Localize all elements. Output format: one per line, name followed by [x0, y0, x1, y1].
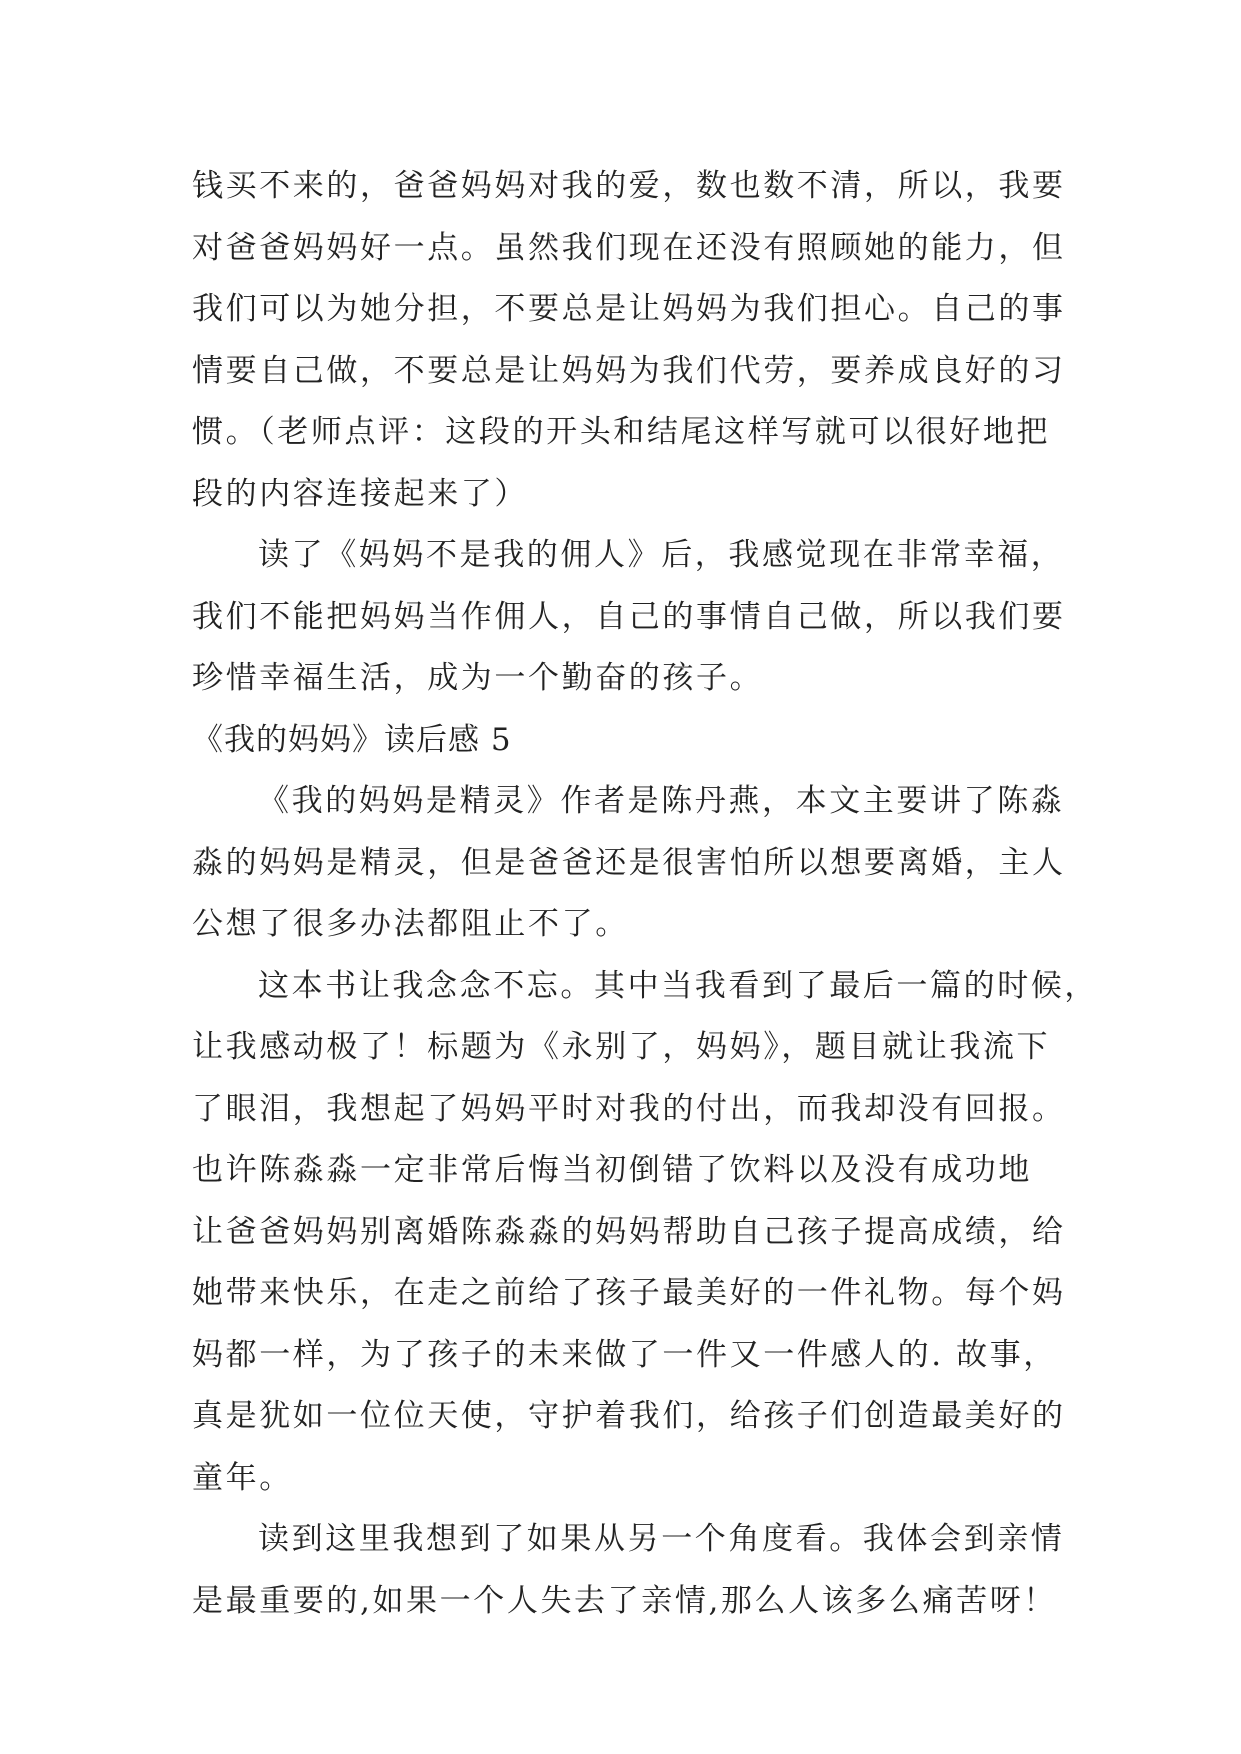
text-line: 真是犹如一位位天使，守护着我们，给孩子们创造最美好的 — [192, 1398, 1066, 1434]
section-heading: 《我的妈妈》读后感 5 — [192, 721, 512, 758]
paragraph-start-line: 读到这里我想到了如果从另一个角度看。我体会到亲情 — [258, 1521, 1065, 1557]
text-line: 让我感动极了！标题为《永别了，妈妈》，题目就让我流下 — [192, 1029, 1051, 1065]
text-line: 淼的妈妈是精灵，但是爸爸还是很害怕所以想要离婚，主人 — [192, 844, 1066, 881]
text-line: 童年。 — [192, 1459, 293, 1496]
text-line: 珍惜幸福生活，成为一个勤奋的孩子。 — [192, 660, 764, 696]
text-line: 钱买不来的，爸爸妈妈对我的爱，数也数不清，所以，我要 — [192, 168, 1066, 204]
text-line: 让爸爸妈妈别离婚陈淼淼的妈妈帮助自己孩子提高成绩，给 — [192, 1213, 1066, 1250]
text-line: 也许陈淼淼一定非常后悔当初倒错了饮料以及没有成功地 — [192, 1152, 1032, 1188]
text-line: 是最重要的,如果一个人失去了亲情,那么人该多么痛苦呀！ — [192, 1582, 1057, 1619]
paragraph-start-line: 这本书让我念念不忘。其中当我看到了最后一篇的时候， — [258, 967, 1098, 1004]
text-line: 我们不能把妈妈当作佣人，自己的事情自己做，所以我们要 — [192, 598, 1066, 635]
paragraph-start-line: 《我的妈妈是精灵》作者是陈丹燕，本文主要讲了陈淼 — [258, 783, 1065, 819]
text-line: 段的内容连接起来了） — [192, 475, 528, 512]
text-line: 她带来快乐，在走之前给了孩子最美好的一件礼物。每个妈 — [192, 1275, 1066, 1311]
document-body — [192, 156, 1098, 1632]
text-line: 情要自己做，不要总是让妈妈为我们代劳，要养成良好的习 — [192, 352, 1066, 389]
text-line: 妈都一样，为了孩子的未来做了一件又一件感人的. 故事， — [192, 1336, 1057, 1373]
text-line: 惯。（老师点评：这段的开头和结尾这样写就可以很好地把 — [192, 414, 1051, 450]
paragraph-start-line: 读了《妈妈不是我的佣人》后，我感觉现在非常幸福， — [258, 537, 1065, 573]
text-line: 我们可以为她分担，不要总是让妈妈为我们担心。自己的事 — [192, 291, 1066, 327]
text-line: 公想了很多办法都阻止不了。 — [192, 906, 629, 942]
text-line: 对爸爸妈妈好一点。虽然我们现在还没有照顾她的能力，但 — [192, 229, 1066, 266]
text-line: 了眼泪，我想起了妈妈平时对我的付出，而我却没有回报。 — [192, 1090, 1066, 1127]
